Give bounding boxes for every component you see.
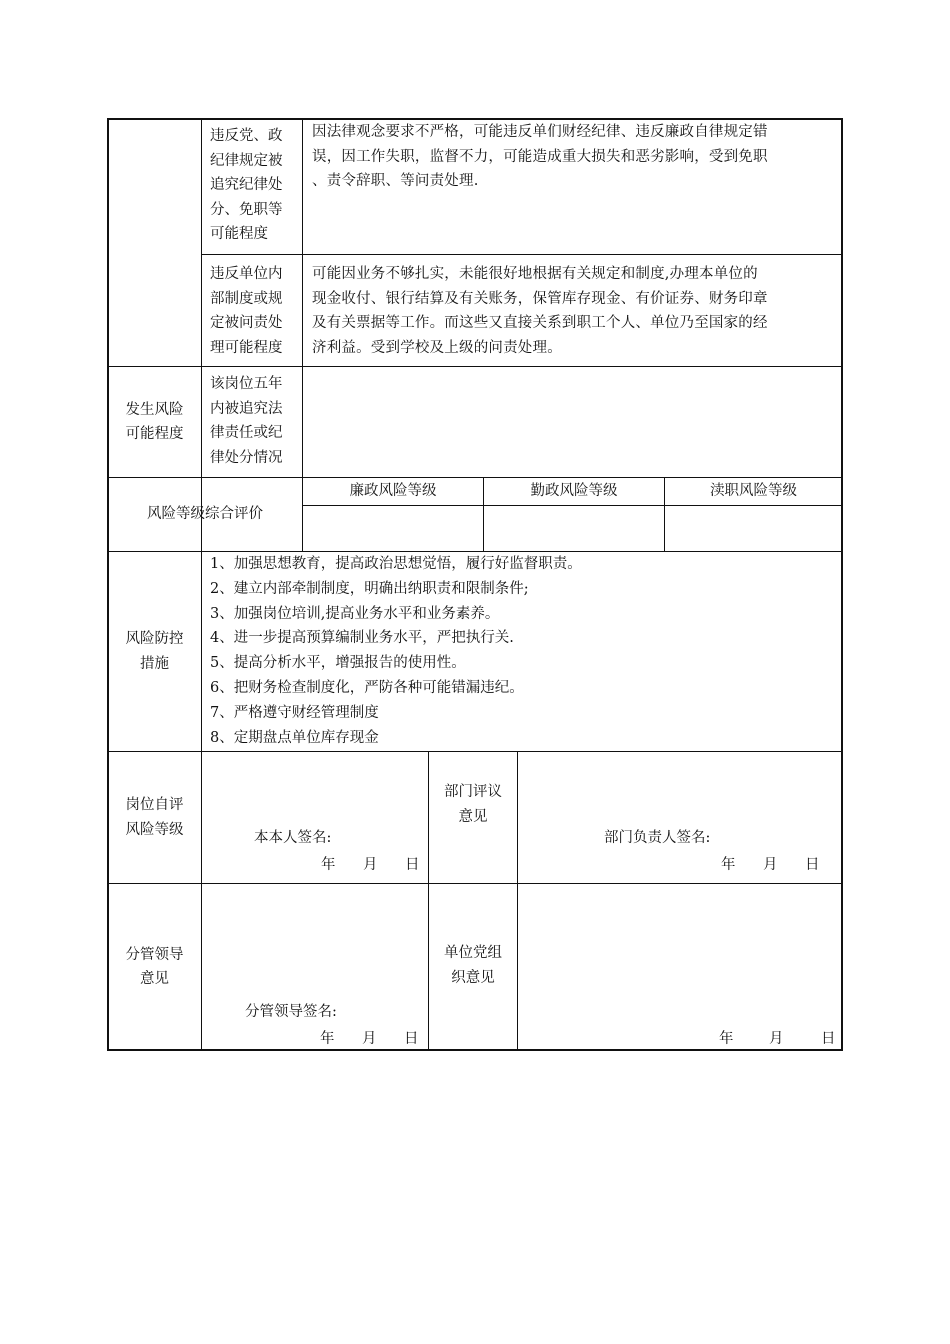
label-line: 律处分情况 [210,449,283,466]
integrity-risk-header: 廉政风险等级 [349,483,437,500]
date-year: 年 [721,857,736,873]
measure-item: 5、提高分析水平，增强报告的使用性。 [210,655,466,672]
party-org-date [719,1027,836,1048]
label-line: 措施 [140,655,169,672]
label-line: 该岗位五年 [210,376,283,392]
internal-rules-content [312,262,840,360]
label-line: 部制度或规 [210,290,283,307]
label-line: 理可能程度 [210,339,283,356]
label-line: 风险防控 [125,631,184,647]
measures-list [210,552,840,750]
label-line: 可能程度 [210,226,268,242]
dept-review-label [429,780,517,829]
label-line: 分、免职等 [210,201,283,218]
content-line: 现金收付、银行结算及有关账务，保管库存现金、有价证券、财务印章 [312,290,768,307]
label-line: 可能程度 [125,426,184,442]
date-month: 月 [363,857,378,873]
date-day: 日 [805,857,820,873]
measure-item: 3、加强岗位培训,提高业务水平和业务素养。 [210,605,500,622]
content-line: 、责令辞职、等问责处理. [312,173,479,189]
occurrence-category-label [108,367,201,477]
grid-line [201,551,202,1051]
label-line: 意见 [458,808,488,825]
diligence-risk-header: 勤政风险等级 [530,483,618,500]
label-line: 追究纪律处 [210,177,283,193]
leader-opinion-label [108,884,201,1050]
label-line: 织意见 [451,969,495,986]
party-discipline-content [312,120,840,194]
measures-label [108,552,201,751]
leader-sign-date [320,1027,419,1048]
date-month: 月 [362,1031,377,1047]
content-line: 济利益。受到学校及上级的问责处理。 [312,339,562,356]
label-line: 违反单位内 [210,266,283,282]
integrity-risk-value[interactable] [303,506,483,551]
dereliction-risk-header: 渎职风险等级 [710,483,797,500]
overall-rating-label: 风险等级综合评价 [147,506,263,523]
occurrence-content[interactable] [303,367,843,477]
grid-line [107,751,843,752]
label-line: 岗位自评 [125,797,184,813]
content-line: 因法律观念要求不严格，可能违反单们财经纪律、违反廉政自律规定错 [312,124,768,140]
date-day: 日 [405,857,420,873]
self-sign-label: 本本人签名: [254,830,332,846]
label-line: 违反党、政 [210,128,283,144]
internal-rules-label [210,262,302,360]
self-sign-date [321,853,420,874]
label-line: 纪律规定被 [210,152,283,169]
label-line: 发生风险 [125,401,184,418]
occurrence-label [210,372,302,470]
dereliction-risk-value[interactable] [665,506,842,551]
grid-line [201,254,843,255]
measure-item: 1、加强思想教育，提高政治思想觉悟，履行好监督职责。 [210,556,582,572]
date-year: 年 [321,857,336,873]
measure-item: 7、严格遵守财经管理制度 [210,704,379,721]
date-month: 月 [769,1031,784,1047]
label-line: 意见 [140,971,169,987]
date-month: 月 [763,857,778,873]
party-discipline-label [210,124,302,247]
grid-line [517,751,518,1051]
content-line: 可能因业务不够扎实，未能很好地根据有关规定和制度,办理本单位的 [312,266,758,282]
label-line: 分管领导 [125,946,184,963]
measure-item: 4、进一步提高预算编制业务水平，严把执行关. [210,630,514,647]
date-year: 年 [719,1031,734,1047]
self-assessment-label [108,752,201,883]
label-line: 部门评议 [444,784,502,800]
date-day: 日 [404,1031,419,1047]
leader-sign-label: 分管领导签名: [245,1004,337,1020]
diligence-risk-value[interactable] [484,506,664,551]
date-year: 年 [320,1031,335,1047]
dept-sign-label: 部门负责人签名: [604,830,711,846]
date-day: 日 [821,1031,836,1047]
content-line: 及有关票据等工作。而这些又直接关系到职工个人、单位乃至国家的经 [312,315,768,331]
measure-item: 2、建立内部牵制制度，明确出纳职责和限制条件; [210,580,529,597]
content-line: 误，因工作失职，监督不力，可能造成重大损失和恶劣影响，受到免职 [312,148,768,165]
label-line: 律责任或纪 [210,425,283,441]
dept-sign-date [721,853,820,874]
label-line: 定被问责处 [210,315,283,331]
label-line: 内被追究法 [210,400,283,417]
label-line: 风险等级 [125,821,184,838]
measure-item: 8、定期盘点单位库存现金 [210,729,379,746]
label-line: 单位党组 [444,945,502,961]
party-org-opinion-label [429,941,517,990]
measure-item: 6、把财务检查制度化，严防各种可能错漏违纪。 [210,679,524,696]
grid-line [107,883,843,884]
